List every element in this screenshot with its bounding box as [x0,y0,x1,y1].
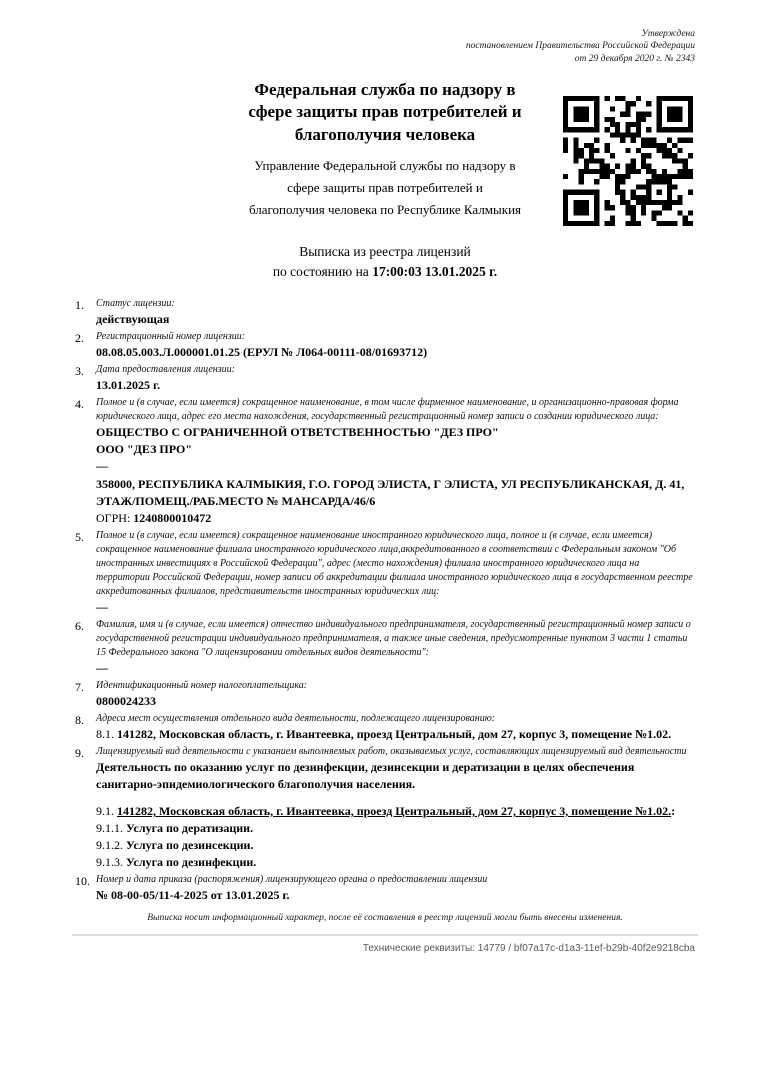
item-value: ОГРН: 1240800010472 [96,510,212,525]
item-label: Регистрационный номер лицензии: [96,331,246,343]
license-item-3 [75,363,695,394]
license-item-10 [75,873,695,904]
item-value: 358000, РЕСПУБЛИКА КАЛМЫКИЯ, Г.О. ГОРОД ЭЛИСТА, Г ЭЛИСТА, УЛ РЕСПУБЛИКАНСКАЯ, Д. 41, ЭТАЖ/ПОМЕЩ./РАБ.МЕСТО № МАНСАРДА/46/6 [96,476,685,508]
agency-title-line: благополучия человека [294,124,476,144]
item-number: 6. [75,618,84,633]
license-item-7 [75,679,695,710]
item-value: 9.1.1. Услуга по дератизации. [96,820,254,835]
item-value: действующая [96,312,170,327]
item-label: Лицензируемый вид деятельности с указанием выполняемых работ, оказываемых услуг, составляющих лицензируемый вид деятельности [96,745,687,757]
item-value: — [96,599,108,614]
agency-title-line: сфере защиты прав потребителей и [248,102,522,122]
item-label: Фамилия, имя и (в случае, если имеется) отчество индивидуального предпринимателя, государственный регистрационный номер записи о государственной регистрации индивидуального предпринимателя, а также иные сведения, предусмотренные пунктом 3 части 1 статьи 15 Федерального закона "О лицензировании отдельных видов деятельности": [96,618,691,658]
item-value: — [96,660,108,675]
department-title-line: Управление Федеральной службы по надзору в [254,158,516,174]
item-label: Идентификационный номер налогоплательщика: [96,679,308,691]
item-number: 1. [75,298,84,313]
item-number: 9. [75,745,84,760]
approval-note-line: постановлением Правительства Российской Федерации [465,41,695,52]
item-value: ООО "ДЕЗ ПРО" [96,442,192,457]
item-label: Адреса мест осуществления отдельного вида деятельности, подлежащего лицензированию: [96,712,496,724]
footer-divider [72,934,698,936]
item-value: 0800024233 [96,693,156,708]
approval-note-line: Утверждена [641,29,695,39]
item-value: 08.08.05.003.Л.000001.01.25 (ЕРУЛ № Л064-00111-08/01693712) [96,345,428,360]
department-title-line: благополучия человека по Республике Калмыкия [248,202,522,217]
agency-title-line: Федеральная служба по надзору в [254,80,516,100]
technical-requisites: Технические реквизиты: 14779 / bf07a17c-d1a3-11ef-b29b-40f2e9218cba [362,942,695,954]
item-value: ОБЩЕСТВО С ОГРАНИЧЕННОЙ ОТВЕТСТВЕННОСТЬЮ "ДЕЗ ПРО" [96,425,499,440]
document-title-line2 [75,262,695,282]
license-items-list [75,297,695,904]
document-title [75,242,695,283]
approval-note-line: от 29 декабря 2020 г. № 2343 [574,53,695,64]
license-item-4 [75,396,695,526]
license-item-1 [75,297,695,328]
document-title-line1: Выписка из реестра лицензий [299,243,471,259]
qr-code-icon [563,96,693,226]
item-value: — [96,459,108,474]
item-value: № 08-00-05/11-4-2025 от 13.01.2025 г. [96,887,290,902]
agency-title [220,79,550,146]
item-label: Номер и дата приказа (распоряжения) лицензирующего органа о предоставлении лицензии [96,873,488,885]
item-label: Полное и (в случае, если имеется) сокращенное наименование иностранного юридического лица, полное и (в случае, если имеется) сокращенное наименование филиала иностранного юридического лица,аккредитованного в соответствии с Федеральным законом "Об иностранных инвестициях в Российской Федерации", адрес (место нахождения) филиала иностранного юридического лица на территории Российской Федерации, номер записи об аккредитации филиала иностранного юридического лица в государственном реестре аккредитованных филиалов, представительств иностранных юридических лиц: [96,529,693,597]
item-number: 10. [75,873,90,888]
license-item-8 [75,712,695,743]
item-value: 9.1. 141282, Московская область, г. Ивантеевка, проезд Центральный, дом 27, корпус 3, помещение №1.02.: [96,803,676,818]
item-label: Дата предоставления лицензии: [96,364,235,376]
qr-code-icon [563,96,693,226]
item-value: Деятельность по оказанию услуг по дезинфекции, дезинсекции и дератизации в целях обеспечения санитарно-эпидемиологического благополучия населения. [96,759,635,791]
license-item-2 [75,330,695,361]
license-item-5 [75,529,695,616]
item-value: 9.1.3. Услуга по дезинфекции. [96,854,257,869]
item-label: Полное и (в случае, если имеется) сокращенное наименование, в том числе фирменное наименование, и организационно-правовая форма юридического лица, адрес его места нахождения, государственный регистрационный номер записи о создании юридического лица: [96,397,679,423]
department-title [175,155,595,220]
informational-note: Выписка носит информационный характер, после её составления в реестр лицензий могли быть внесены изменения. [147,912,623,923]
department-title-line: сфере защиты прав потребителей и [287,180,483,196]
item-label: Статус лицензии: [96,298,175,310]
item-value: 13.01.2025 г. [96,378,161,393]
as-of-datetime: 17:00:03 13.01.2025 г. [372,264,498,280]
item-value: 8.1. 141282, Московская область, г. Ивантеевка, проезд Центральный, дом 27, корпус 3, помещение №1.02. [96,726,672,741]
item-number: 2. [75,331,84,346]
item-number: 7. [75,679,84,694]
license-item-9 [75,745,695,871]
item-number: 5. [75,529,84,544]
item-number: 8. [75,712,84,727]
approval-note [75,28,695,65]
item-value: 9.1.2. Услуга по дезинсекции. [96,837,254,852]
item-number: 4. [75,397,84,412]
license-item-6 [75,618,695,677]
as-of-prefix: по состоянию на [272,264,373,280]
item-number: 3. [75,364,84,379]
